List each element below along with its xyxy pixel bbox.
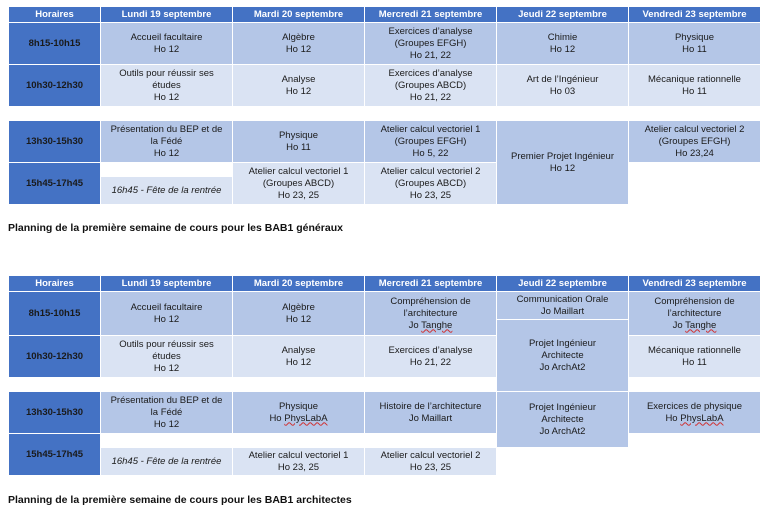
table-row — [9, 121, 761, 163]
course-cell: Présentation du BEP et de la Fédé Ho 12 — [101, 121, 233, 163]
header-friday: Vendredi 23 septembre — [629, 276, 761, 292]
table-row — [9, 23, 761, 65]
course-cell: Mécanique rationnelle Ho 11 — [629, 336, 761, 378]
table-row — [9, 292, 761, 320]
course-cell: Outils pour réussir ses études Ho 12 — [101, 65, 233, 107]
time-slot: 10h30-12h30 — [9, 336, 101, 378]
time-slot: 8h15-10h15 — [9, 292, 101, 336]
course-cell: Physique Ho PhysLabA — [233, 392, 365, 434]
header-monday: Lundi 19 septembre — [101, 7, 233, 23]
course-cell: Premier Projet Ingénieur Ho 12 — [497, 121, 629, 205]
course-cell: Analyse Ho 12 — [233, 65, 365, 107]
course-cell: Analyse Ho 12 — [233, 336, 365, 378]
course-cell: Physique Ho 11 — [629, 23, 761, 65]
header-tuesday: Mardi 20 septembre — [233, 276, 365, 292]
course-cell: Algèbre Ho 12 — [233, 292, 365, 336]
event-cell: 16h45 - Fête de la rentrée — [101, 177, 233, 205]
header-wednesday: Mercredi 21 septembre — [365, 7, 497, 23]
header-thursday: Jeudi 22 septembre — [497, 276, 629, 292]
course-cell: Physique Ho 11 — [233, 121, 365, 163]
course-cell: Chimie Ho 12 — [497, 23, 629, 65]
course-cell: Présentation du BEP et de la Fédé Ho 12 — [101, 392, 233, 434]
course-cell: Algèbre Ho 12 — [233, 23, 365, 65]
header-friday: Vendredi 23 septembre — [629, 7, 761, 23]
header-wednesday: Mercredi 21 septembre — [365, 276, 497, 292]
course-cell: Mécanique rationnelle Ho 11 — [629, 65, 761, 107]
header-horaires: Horaires — [9, 276, 101, 292]
course-cell: Compréhension de l’architecture Jo Tanghe — [365, 292, 497, 336]
course-cell: Compréhension de l’architecture Jo Tanghe — [629, 292, 761, 336]
time-slot: 13h30-15h30 — [9, 392, 101, 434]
course-cell: Atelier calcul vectoriel 1 (Groupes ABCD) Ho 23, 25 — [233, 163, 365, 205]
event-cell: 16h45 - Fête de la rentrée — [101, 448, 233, 476]
time-slot: 13h30-15h30 — [9, 121, 101, 163]
course-cell: Accueil facultaire Ho 12 — [101, 23, 233, 65]
schedule-table-architects — [8, 275, 761, 476]
time-slot: 15h45-17h45 — [9, 434, 101, 476]
course-cell: Communication Orale Jo Maillart — [497, 292, 629, 320]
course-cell: Atelier calcul vectoriel 2 Ho 23, 25 — [365, 448, 497, 476]
time-slot: 8h15-10h15 — [9, 23, 101, 65]
course-cell: Exercices d’analyse (Groupes ABCD) Ho 21, 22 — [365, 65, 497, 107]
table-row — [9, 434, 761, 448]
header-horaires: Horaires — [9, 7, 101, 23]
course-cell: Accueil facultaire Ho 12 — [101, 292, 233, 336]
table-caption-architects: Planning de la première semaine de cours pour les BAB1 architectes — [8, 494, 352, 506]
course-cell: Atelier calcul vectoriel 1 (Groupes EFGH) Ho 5, 22 — [365, 121, 497, 163]
course-cell: Exercices de physique Ho PhysLabA — [629, 392, 761, 434]
lunch-break-row — [9, 107, 761, 121]
course-cell: Outils pour réussir ses études Ho 12 — [101, 336, 233, 378]
table-row — [9, 163, 761, 177]
header-monday: Lundi 19 septembre — [101, 276, 233, 292]
table-row — [9, 392, 761, 434]
course-cell: Exercices d’analyse Ho 21, 22 — [365, 336, 497, 378]
course-cell: Exercices d’analyse (Groupes EFGH) Ho 21, 22 — [365, 23, 497, 65]
course-cell: Histoire de l’architecture Jo Maillart — [365, 392, 497, 434]
schedule-table-general — [8, 6, 761, 205]
table-row — [9, 336, 761, 378]
header-tuesday: Mardi 20 septembre — [233, 7, 365, 23]
lunch-break-row — [9, 378, 761, 392]
time-slot: 15h45-17h45 — [9, 163, 101, 205]
course-cell: Atelier calcul vectoriel 2 (Groupes ABCD) Ho 23, 25 — [365, 163, 497, 205]
header-row — [9, 7, 761, 23]
course-cell: Projet Ingénieur Architecte Jo ArchAt2 — [497, 320, 629, 392]
table-row — [9, 65, 761, 107]
course-cell: Atelier calcul vectoriel 2 (Groupes EFGH) Ho 23,24 — [629, 121, 761, 163]
course-cell: Projet Ingénieur Architecte Jo ArchAt2 — [497, 392, 629, 448]
header-row — [9, 276, 761, 292]
header-thursday: Jeudi 22 septembre — [497, 7, 629, 23]
time-slot: 10h30-12h30 — [9, 65, 101, 107]
course-cell: Atelier calcul vectoriel 1 Ho 23, 25 — [233, 448, 365, 476]
table-caption-general: Planning de la première semaine de cours pour les BAB1 généraux — [8, 222, 343, 234]
course-cell: Art de l’Ingénieur Ho 03 — [497, 65, 629, 107]
